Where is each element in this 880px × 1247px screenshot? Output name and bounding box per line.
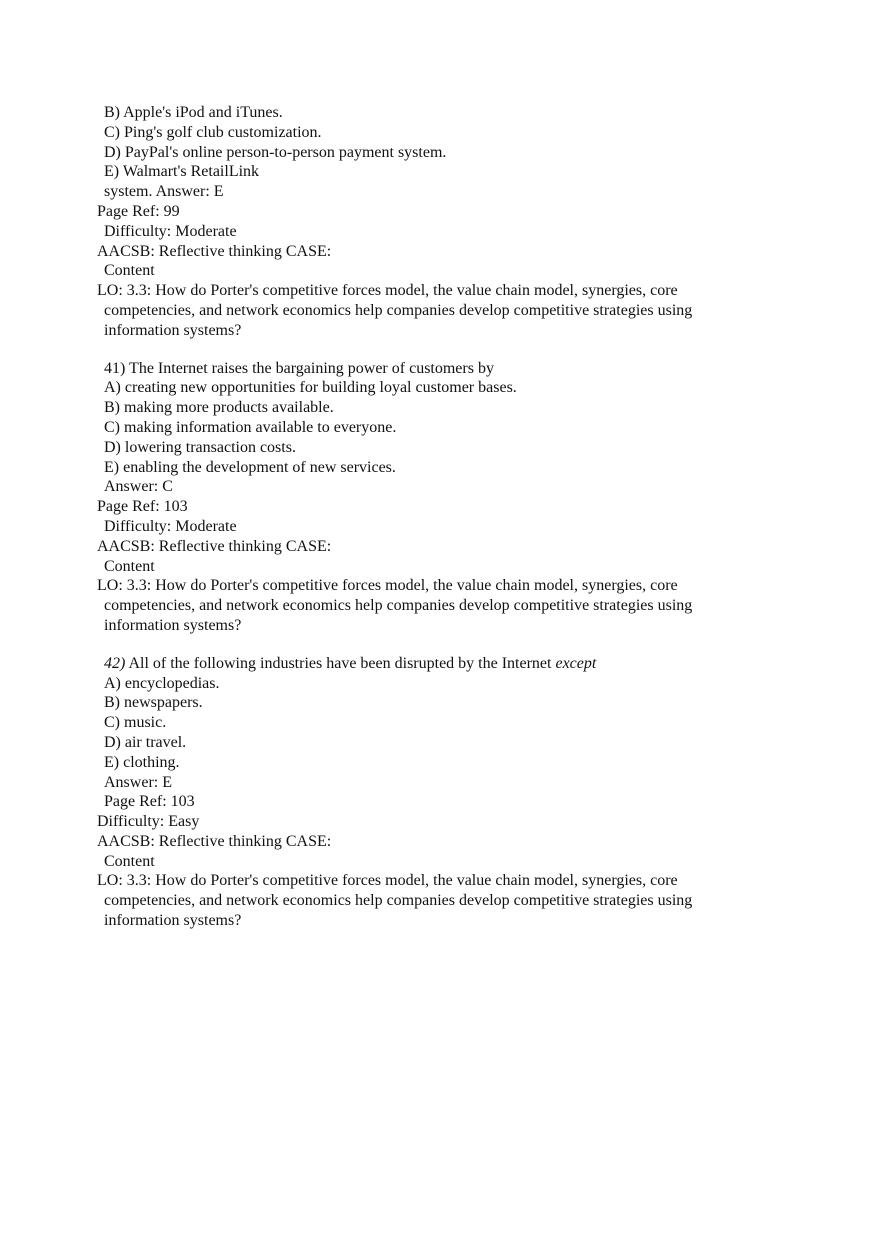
learning-objective <box>0 576 880 596</box>
lo-line-2: competencies, and network economics help companies develop competitive strategies using <box>104 892 693 910</box>
learning-objective <box>0 281 880 301</box>
option-e: E) Walmart's RetailLink <box>104 163 260 181</box>
option-d: D) air travel. <box>104 733 187 751</box>
lo-line-2: competencies, and network economics help companies develop competitive strategies using <box>104 597 693 615</box>
lo-line-2: competencies, and network economics help companies develop competitive strategies using <box>104 301 693 319</box>
question-number: 42) <box>104 654 126 672</box>
option-b: B) Apple's iPod and iTunes. <box>104 104 283 121</box>
page-ref: Page Ref: 99 <box>97 202 180 220</box>
aacsb: AACSB: Reflective thinking CASE: <box>97 832 332 850</box>
question-stem <box>0 654 880 674</box>
content-label: Content <box>104 852 155 870</box>
page-ref: Page Ref: 103 <box>104 793 195 811</box>
question-40 <box>0 103 880 341</box>
lo-line-1: LO: 3.3: How do Porter's competitive forces model, the value chain model, synergies, core <box>97 872 678 890</box>
option-c: C) making information available to everyone. <box>104 418 397 436</box>
option-d: D) PayPal's online person-to-person payment system. <box>104 143 447 161</box>
answer: Answer: E <box>104 773 172 791</box>
document-page <box>0 103 880 931</box>
question-42 <box>0 654 880 931</box>
stem-text: All of the following industries have been disrupted by the Internet <box>128 654 552 672</box>
lo-line-1: LO: 3.3: How do Porter's competitive forces model, the value chain model, synergies, core <box>97 577 678 595</box>
option-c: C) Ping's golf club customization. <box>104 123 322 141</box>
option-d: D) lowering transaction costs. <box>104 438 296 456</box>
content-label: Content <box>104 557 155 575</box>
question-41 <box>0 359 880 636</box>
difficulty: Difficulty: Moderate <box>104 517 237 535</box>
difficulty: Difficulty: Easy <box>97 813 200 831</box>
option-e: E) enabling the development of new services. <box>104 458 396 476</box>
lo-line-1: LO: 3.3: How do Porter's competitive forces model, the value chain model, synergies, core <box>97 282 678 300</box>
page-ref: Page Ref: 103 <box>97 498 188 516</box>
lo-line-3: information systems? <box>104 321 242 339</box>
option-c: C) music. <box>104 714 167 732</box>
option-a: A) encyclopedias. <box>104 674 220 692</box>
question-stem: 41) The Internet raises the bargaining power of customers by <box>104 359 494 377</box>
aacsb: AACSB: Reflective thinking CASE: <box>97 242 332 260</box>
lo-line-3: information systems? <box>104 912 242 930</box>
difficulty: Difficulty: Moderate <box>104 222 237 240</box>
option-b: B) making more products available. <box>104 399 334 417</box>
content-label: Content <box>104 262 155 280</box>
answer: Answer: C <box>104 478 173 496</box>
option-e: E) clothing. <box>104 753 180 771</box>
aacsb: AACSB: Reflective thinking CASE: <box>97 537 332 555</box>
option-a: A) creating new opportunities for building loyal customer bases. <box>104 379 517 397</box>
option-b: B) newspapers. <box>104 694 203 712</box>
lo-line-3: information systems? <box>104 616 242 634</box>
learning-objective <box>0 871 880 891</box>
stem-emphasis: except <box>555 654 597 672</box>
answer: system. Answer: E <box>104 183 224 201</box>
